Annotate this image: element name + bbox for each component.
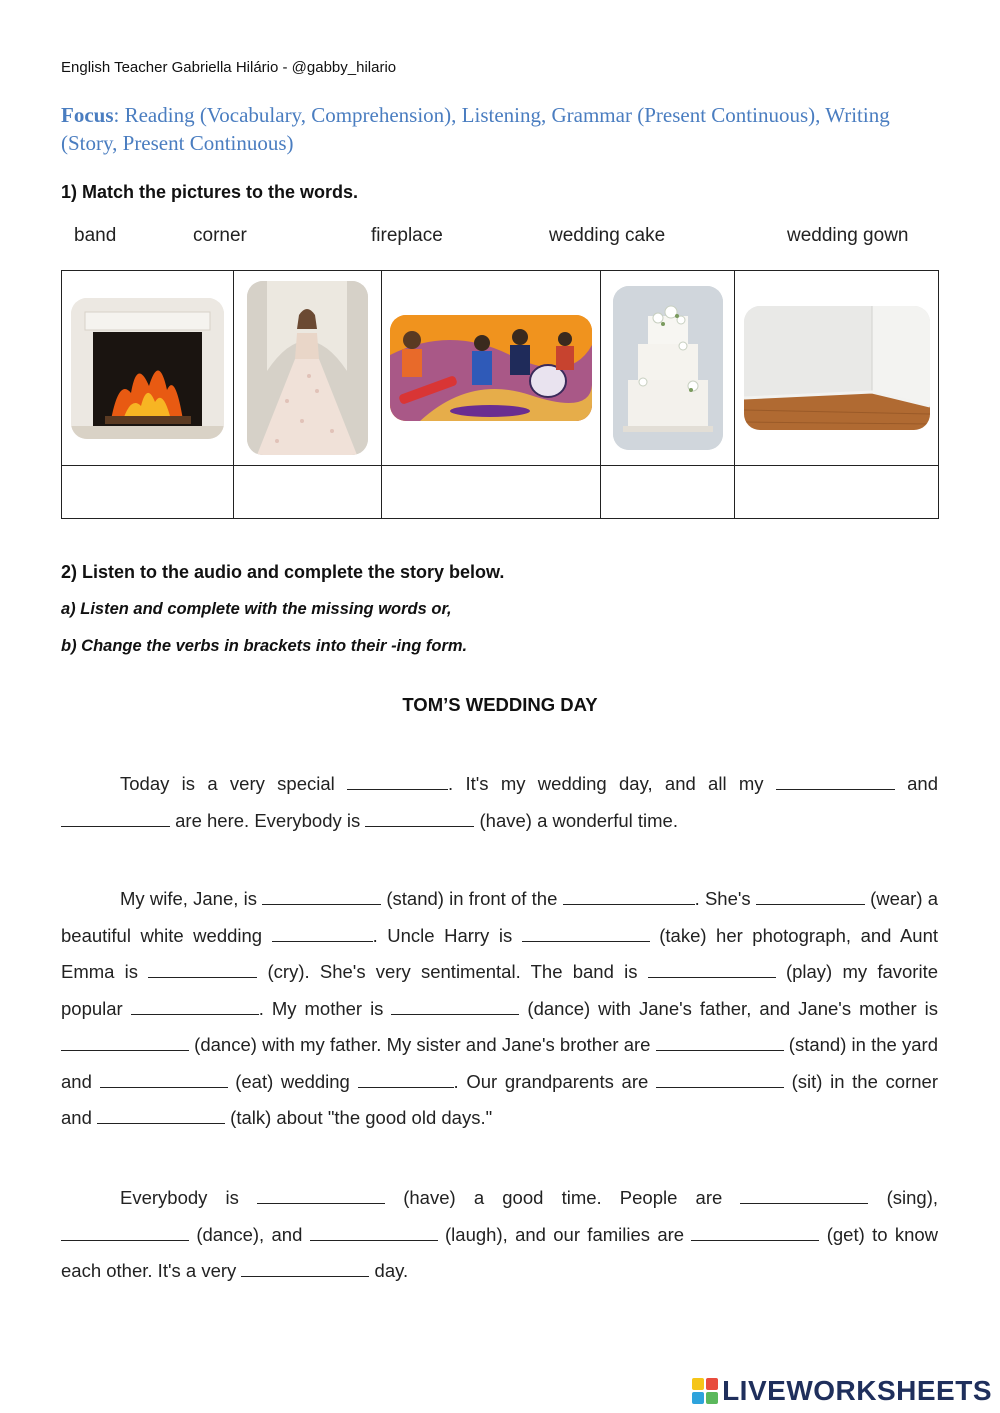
text: . It's my wedding day, and all my: [448, 773, 776, 794]
blank-input[interactable]: [740, 1185, 868, 1205]
band-picture: [390, 315, 592, 421]
answer-cell-2[interactable]: [234, 466, 382, 519]
answer-cell-1[interactable]: [62, 466, 234, 519]
answer-cell-5[interactable]: [735, 466, 939, 519]
story-paragraph-3: [61, 1180, 938, 1290]
text: . Uncle Harry is: [372, 924, 522, 946]
fireplace-picture: [71, 298, 224, 439]
blank-input[interactable]: [391, 995, 519, 1015]
text: (sing),: [868, 1187, 939, 1208]
text: My wife, Jane, is: [120, 888, 263, 909]
fireplace-icon: [71, 298, 224, 439]
author-line: English Teacher Gabriella Hilário - @gabby_hilario: [61, 59, 397, 76]
blank-input[interactable]: [365, 807, 474, 827]
blank-input[interactable]: [61, 1032, 189, 1052]
text: (dance) with Jane's father, and Jane's mother is: [519, 997, 938, 1019]
text: (dance) with my father. My sister and Jane's brother are: [189, 1034, 656, 1055]
text: and: [894, 773, 938, 794]
text: (have) a wonderful time.: [474, 809, 678, 831]
blank-input[interactable]: [656, 1032, 784, 1052]
blank-input[interactable]: [756, 886, 865, 906]
text: (wear) a beautiful white wedding: [61, 888, 938, 946]
band-icon: [390, 315, 592, 421]
text: (laugh), and our families are: [437, 1223, 692, 1245]
text: . Our grandparents are: [453, 1070, 656, 1092]
text: (have) a good time. People are: [385, 1187, 741, 1208]
text: (stand) in the yard and: [61, 1034, 938, 1092]
word-wedding-cake[interactable]: wedding cake: [549, 225, 666, 246]
blank-input[interactable]: [241, 1258, 369, 1278]
blank-input[interactable]: [257, 1185, 385, 1205]
story-paragraph-1: [61, 766, 938, 839]
focus-line: [61, 101, 921, 157]
blank-input[interactable]: [272, 922, 373, 942]
exercise1-title: 1) Match the pictures to the words.: [61, 182, 359, 202]
wedding-cake-picture: [613, 286, 723, 450]
word-fireplace[interactable]: fireplace: [371, 225, 443, 246]
blank-input[interactable]: [347, 771, 448, 791]
wedding-gown-picture: [247, 281, 368, 455]
wedding-gown-icon: [247, 281, 368, 455]
blank-input[interactable]: [148, 959, 257, 979]
text: are here. Everybody is: [170, 809, 366, 831]
picture-cell-2: [234, 271, 382, 466]
pictures-row: [62, 271, 939, 466]
blank-input[interactable]: [358, 1068, 454, 1088]
text: (stand) in front of the: [381, 888, 563, 909]
picture-cell-5: [735, 271, 939, 466]
text: (cry). She's very sentimental. The band is: [257, 961, 648, 982]
answer-cell-3[interactable]: [382, 466, 601, 519]
blank-input[interactable]: [522, 922, 650, 942]
text: (play) my favorite popular: [61, 961, 938, 1019]
text: . She's: [694, 888, 756, 909]
word-band[interactable]: band: [74, 225, 117, 246]
blank-input[interactable]: [776, 771, 895, 791]
text: day.: [369, 1260, 409, 1281]
blank-input[interactable]: [131, 995, 259, 1015]
blank-input[interactable]: [61, 1221, 189, 1241]
focus-label: Focus: [61, 103, 114, 127]
story-paragraph-2: [61, 881, 938, 1137]
text: (sit) in the corner and: [61, 1070, 938, 1128]
blank-input[interactable]: [648, 959, 776, 979]
blank-input[interactable]: [262, 886, 381, 906]
blank-input[interactable]: [100, 1068, 228, 1088]
corner-picture: [744, 306, 930, 430]
wedding-cake-icon: [613, 286, 723, 450]
instruction-b: b) Change the verbs in brackets into their -ing form.: [61, 637, 468, 655]
focus-text: : Reading (Vocabulary, Comprehension), Listening, Grammar (Present Continuous), Writing (Story, Present Continuous): [61, 103, 890, 155]
blank-input[interactable]: [656, 1068, 784, 1088]
corner-icon: [744, 306, 930, 430]
text: . My mother is: [258, 997, 392, 1019]
text: (dance), and: [189, 1223, 310, 1245]
text: (get) to know each other. It's a very: [61, 1223, 939, 1281]
blank-input[interactable]: [310, 1221, 438, 1241]
matching-table: [61, 270, 939, 519]
answers-row: [62, 466, 939, 519]
blank-input[interactable]: [61, 807, 170, 827]
brand-name: LIVEWORKSHEETS: [722, 1375, 992, 1406]
text: Today is a very special: [120, 773, 348, 794]
text: (take) her photograph, and Aunt Emma is: [61, 924, 938, 982]
blank-input[interactable]: [563, 886, 695, 906]
answer-cell-4[interactable]: [601, 466, 735, 519]
liveworksheets-logo-icon: [692, 1378, 718, 1404]
text: Everybody is: [120, 1187, 258, 1208]
picture-cell-3: [382, 271, 601, 466]
liveworksheets-brand[interactable]: [692, 1375, 992, 1407]
story-title: TOM’S WEDDING DAY: [402, 694, 598, 715]
instruction-a: a) Listen and complete with the missing words or,: [61, 600, 452, 618]
blank-input[interactable]: [691, 1221, 819, 1241]
word-corner[interactable]: corner: [193, 225, 247, 246]
text: (talk) about "the good old days.": [225, 1107, 493, 1128]
blank-input[interactable]: [97, 1105, 225, 1125]
word-wedding-gown[interactable]: wedding gown: [787, 225, 909, 246]
picture-cell-1: [62, 271, 234, 466]
exercise2-title: 2) Listen to the audio and complete the story below.: [61, 562, 505, 582]
picture-cell-4: [601, 271, 735, 466]
text: (eat) wedding: [227, 1070, 358, 1092]
